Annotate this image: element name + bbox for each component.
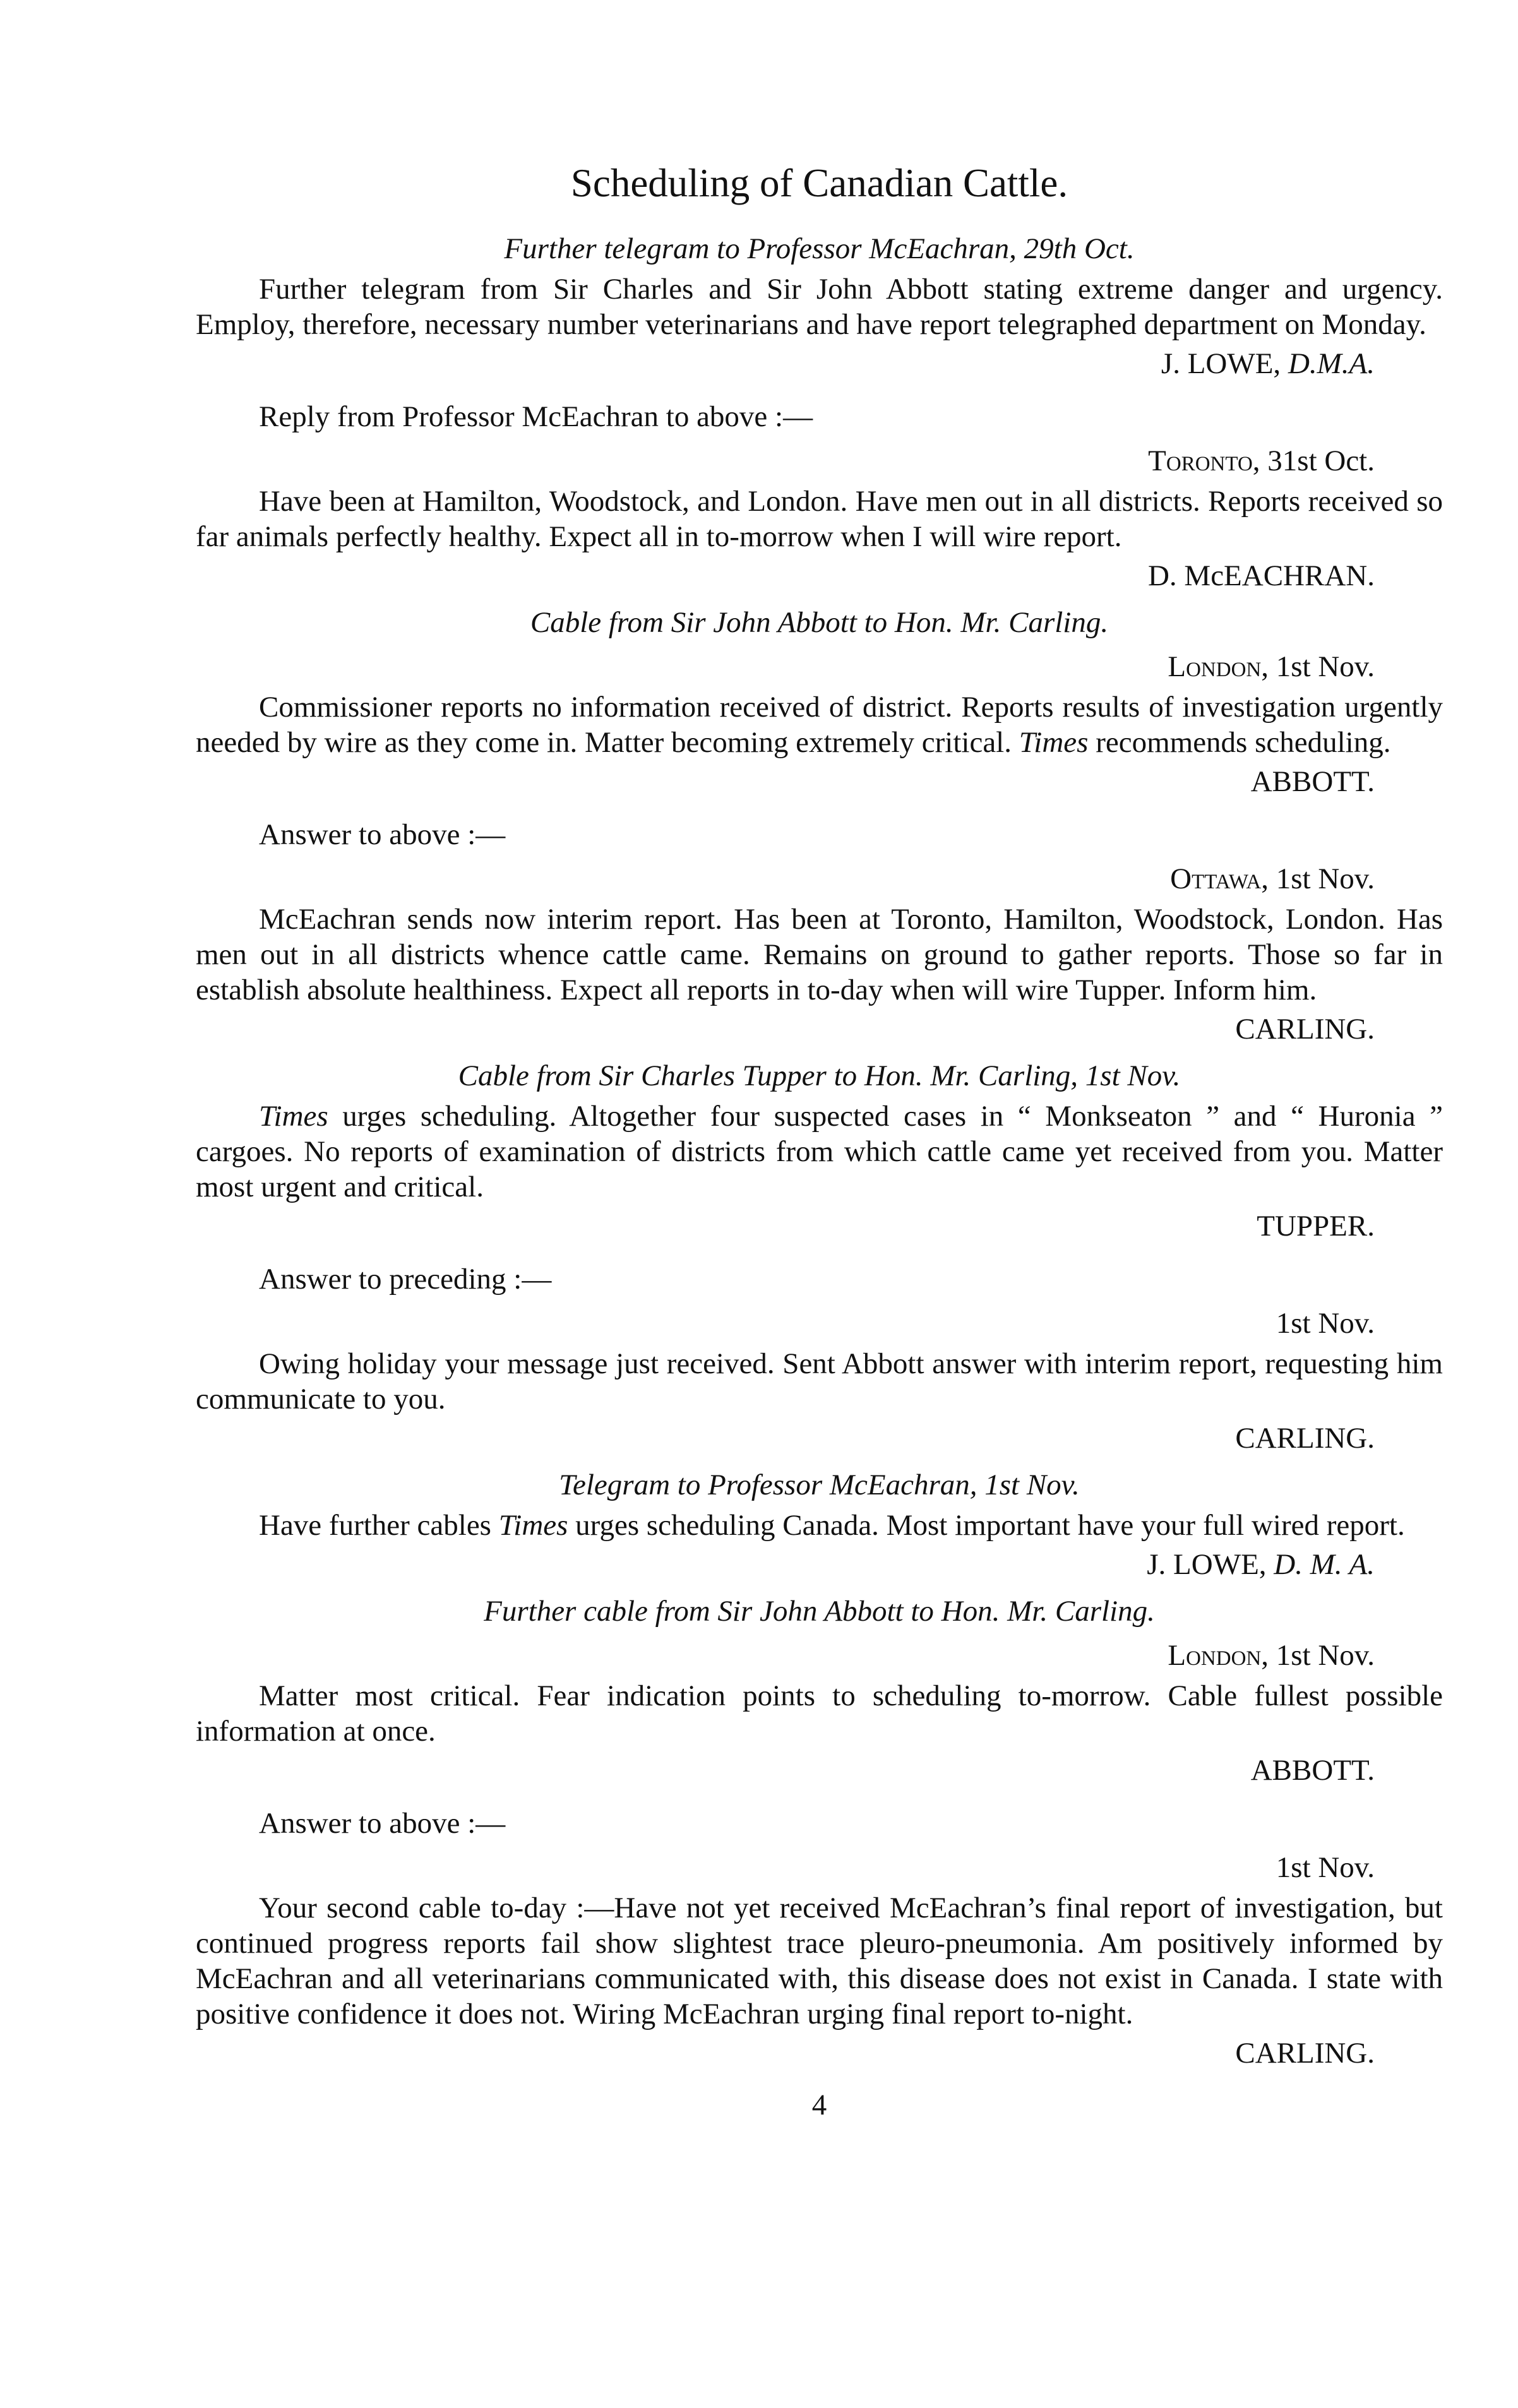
dateline-place: London [1168, 1639, 1262, 1672]
telegram-body: McEachran sends now interim report. Has been at Toronto, Hamilton, Woodstock, London. Has men out in all districts whence cattle came. Remains on ground to gather reports. Those so far in establish absolute healthiness. Expect all reports in to-day when will wire Tupper. Inform him. [196, 903, 1443, 1006]
dateline: 1st Nov. [1276, 1851, 1375, 1884]
signature-name: J. LOWE, [1161, 347, 1281, 380]
section-heading: Further cable from Sir John Abbott to Hon. Mr. Carling. [484, 1595, 1155, 1628]
dateline-date: 1st Nov. [1276, 650, 1375, 683]
dateline-place: Toronto [1148, 444, 1253, 477]
newspaper-name: Times [259, 1100, 328, 1133]
signature [196, 346, 1443, 381]
reply-lead: Answer to above :— [259, 1807, 506, 1840]
telegram-body: Owing holiday your message just received. Sent Abbott answer with interim report, requesting him communicate to you. [196, 1347, 1443, 1416]
section-heading: Cable from Sir Charles Tupper to Hon. Mr. Carling, 1st Nov. [458, 1059, 1181, 1092]
body-text: recommends scheduling. [1096, 726, 1391, 759]
signature: CARLING. [1235, 1422, 1375, 1455]
telegram-body [196, 1099, 1443, 1205]
reply-lead: Answer to preceding :— [259, 1263, 552, 1296]
dateline-place: Ottawa [1170, 862, 1262, 895]
signature-name: J. LOWE, [1147, 1548, 1267, 1581]
dateline: Toronto, 31st Oct. [1148, 444, 1375, 477]
dateline-date: 1st Nov. [1276, 862, 1375, 895]
newspaper-name: Times [498, 1509, 568, 1542]
reply-lead: Reply from Professor McEachran to above :— [259, 400, 813, 433]
page-title: Scheduling of Canadian Cattle. [570, 161, 1068, 205]
section-heading: Telegram to Professor McEachran, 1st Nov. [559, 1469, 1080, 1501]
page-number: 4 [811, 2089, 827, 2121]
telegram-body [196, 689, 1443, 760]
telegram-body: Matter most critical. Fear indication points to scheduling to-morrow. Cable fullest possible information at once. [196, 1679, 1443, 1748]
body-text: urges scheduling. Altogether four suspected cases in “ Monkseaton ” and “ Huronia ” cargoes. No reports of examination of districts from which cattle came yet received from you. Matter most urgent and critical. [196, 1100, 1443, 1203]
signature: D. McEACHRAN. [1147, 559, 1375, 592]
telegram-body: Your second cable to-day :—Have not yet received McEachran’s final report of investigation, but continued progress reports fail show slightest trace pleuro-pneumonia. Am positively informed by McEachran and all veterinarians communicated with, this disease does not exist in Canada. I state with positive confidence it does not. Wiring McEachran urging final report to-night. [196, 1892, 1443, 2030]
reply-lead: Answer to above :— [259, 818, 506, 851]
document-page [196, 158, 1443, 2123]
section-heading: Cable from Sir John Abbott to Hon. Mr. Carling. [530, 606, 1109, 639]
body-text: urges scheduling Canada. Most important have your full wired report. [575, 1509, 1405, 1542]
signature: CARLING. [1235, 1013, 1375, 1046]
signature [196, 1547, 1443, 1582]
signature: TUPPER. [1257, 1210, 1375, 1243]
dateline: 1st Nov. [1276, 1307, 1375, 1340]
signature-title: D.M.A. [1288, 347, 1375, 380]
dateline: London, 1st Nov. [1168, 1639, 1375, 1672]
signature: ABBOTT. [1250, 765, 1375, 798]
section-heading: Further telegram to Professor McEachran, 29th Oct. [504, 232, 1135, 265]
telegram-body: Have been at Hamilton, Woodstock, and London. Have men out in all districts. Reports received so far animals perfectly healthy. Expect all in to-morrow when I will wire report. [196, 485, 1443, 553]
telegram-body: Further telegram from Sir Charles and Sir John Abbott stating extreme danger and urgency. Employ, therefore, necessary number veterinarians and have report telegraphed department on Monday. [196, 273, 1443, 341]
dateline: London, 1st Nov. [1168, 650, 1375, 683]
telegram-body [196, 1508, 1443, 1543]
dateline-date: 31st Oct. [1267, 444, 1375, 477]
dateline-place: London [1168, 650, 1262, 683]
dateline-date: 1st Nov. [1276, 1639, 1375, 1672]
newspaper-name: Times [1019, 726, 1089, 759]
body-text: Commissioner reports no information received of district. Reports results of investigation urgently needed by wire as they come in. Matter becoming extremely critical. [196, 691, 1443, 759]
body-text: Have further cables [259, 1509, 491, 1542]
signature-title: D. M. A. [1274, 1548, 1375, 1581]
signature: ABBOTT. [1250, 1754, 1375, 1787]
dateline: Ottawa, 1st Nov. [1170, 862, 1375, 895]
signature: CARLING. [1235, 2037, 1375, 2070]
